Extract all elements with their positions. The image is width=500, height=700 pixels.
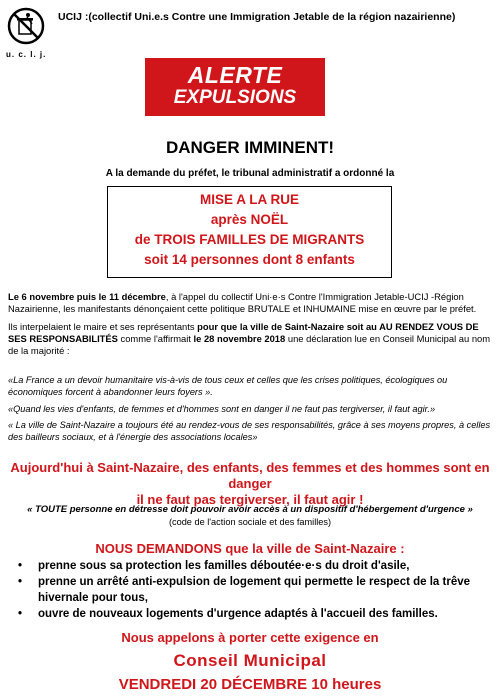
alert-box-line-4: soit 14 personnes dont 8 enfants bbox=[144, 252, 355, 267]
alert-box-line-2: après NOËL bbox=[210, 212, 289, 227]
quote-responsibilities: « La ville de Saint-Nazaire a toujours été au rendez-vous de ses responsabilités, grâce à ses moyens propres, à celles des bailleurs sociaux, et à l'énergie des associations locales» bbox=[8, 420, 491, 442]
list-item: • prenne sous sa protection les familles déboutée·e·s du droit d'asile, bbox=[18, 560, 410, 572]
alerte-expulsions-banner bbox=[145, 58, 325, 116]
paragraph-interpellation: Ils interpelaient le maire et ses représentants pour que la ville de Saint-Nazaire soit au AU RENDEZ VOUS DE SES RESPONSABILITÉS comme l'affirmait le 28 novembre 2018 une déclaration lue en Conseil Municipal au nom de la majorité : bbox=[8, 321, 491, 356]
law-quote: « TOUTE personne en détresse doit pouvoir avoir accès à un dispositif d'hébergement d'urgence » bbox=[27, 504, 473, 515]
paragraph-demonstrations: Le 6 novembre puis le 11 décembre, à l'appel du collectif Uni·e·s Contre l'Immigration Jetable-UCIJ -Région Nazairienne, les manifestants dénonçaient cette politique BRUTALE et INHUMAINE mise en œuvre par le préfet. bbox=[8, 291, 477, 314]
call-to-action: Nous appelons à porter cette exigence en bbox=[121, 630, 379, 645]
bullet-icon: • bbox=[18, 608, 23, 620]
alert-box-line-3: de TROIS FAMILLES DE MIGRANTS bbox=[134, 232, 365, 247]
demands-list bbox=[16, 558, 486, 622]
bullet-icon: • bbox=[18, 560, 23, 572]
warning-line-2: il ne faut pas tergiverser, il faut agir ! bbox=[136, 492, 364, 507]
eviction-alert-box bbox=[107, 186, 392, 278]
banner-line-alerte: ALERTE bbox=[187, 62, 283, 88]
list-item: • ouvre de nouveaux logements d'urgence adaptés à l'accueil des familles. bbox=[18, 608, 438, 620]
org-header: UCIJ :(collectif Uni.e.s Contre une Immigration Jetable de la région nazairienne) bbox=[58, 11, 456, 23]
bullet-icon: • bbox=[18, 576, 23, 588]
alert-box-line-1: MISE A LA RUE bbox=[199, 192, 299, 207]
demands-title: NOUS DEMANDONS que la ville de Saint-Nazaire : bbox=[95, 541, 405, 556]
warning-line-1: Aujourd'hui à Saint-Nazaire, des enfants, des femmes et des hommes sont en danger bbox=[10, 460, 490, 491]
council-title: Conseil Municipal bbox=[173, 651, 327, 670]
danger-warning bbox=[0, 460, 500, 508]
quote-humanitarian-duty: «La France a un devoir humanitaire vis-à-vis de tous ceux et celles que les crises politiques, écologiques ou économiques forcent à abandonner leurs foyers ». bbox=[8, 375, 448, 397]
event-date: VENDREDI 20 DÉCEMBRE 10 heures bbox=[118, 676, 382, 693]
list-item: • prenne un arrêté anti-expulsion de logement qui permette le respect de la trêve hivernale pour tous, bbox=[18, 576, 471, 604]
intro-text: A la demande du préfet, le tribunal administratif a ordonné la bbox=[105, 168, 395, 179]
ucij-logo-icon bbox=[6, 6, 46, 46]
banner-line-expulsions: EXPULSIONS bbox=[173, 87, 297, 108]
law-source: (code de l'action sociale et des familles) bbox=[168, 517, 332, 527]
headline: DANGER IMMINENT! bbox=[165, 138, 335, 157]
quote-must-act: «Quand les vies d'enfants, de femmes et d'hommes sont en danger il ne faut pas tergiverser, il faut agir.» bbox=[8, 404, 436, 414]
logo-caption: u. c. l. j. bbox=[6, 50, 47, 59]
